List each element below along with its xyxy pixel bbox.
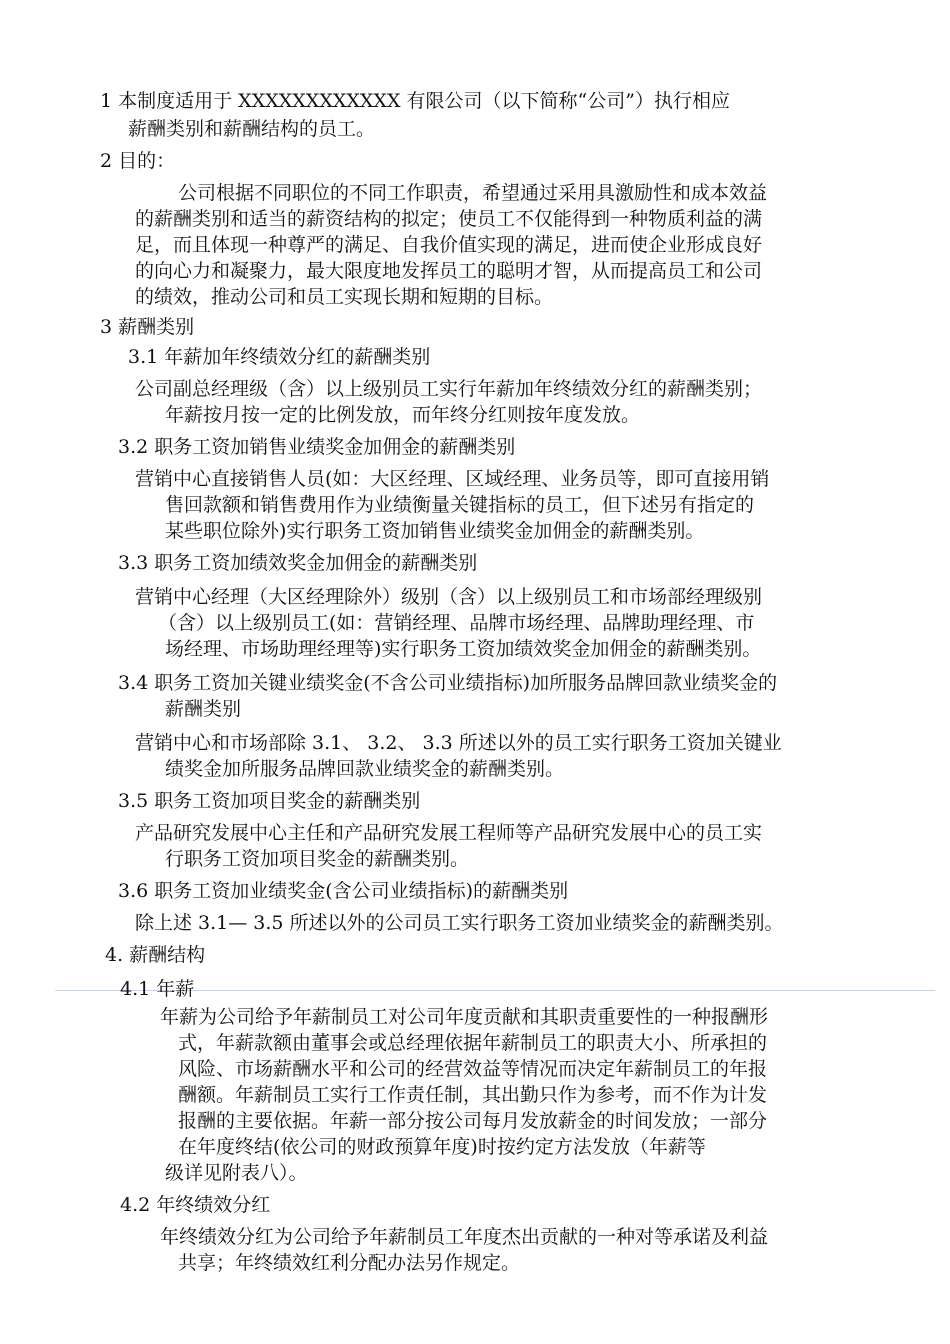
text-line: 酬额。年薪制员工实行工作责任制，其出勤只作为参考，而不作为计发 (178, 1084, 768, 1106)
text-line: 场经理、市场助理经理等)实行职务工资加绩效奖金加佣金的薪酬类别。 (165, 638, 762, 660)
text-line: 营销中心和市场部除 3.1、 3.2、 3.3 所述以外的员工实行职务工资加关键业 (135, 732, 782, 754)
text-line: 除上述 3.1— 3.5 所述以外的公司员工实行职务工资加业绩奖金的薪酬类别。 (135, 912, 784, 934)
section-heading: 2 目的： (100, 150, 176, 172)
text-line: 年薪按月按一定的比例发放，而年终分红则按年度发放。 (165, 404, 641, 426)
subsection-heading: 3.1 年薪加年终绩效分红的薪酬类别 (128, 346, 431, 368)
subsection-heading: 4.2 年终绩效分红 (120, 1194, 271, 1216)
text-line: 风险、市场薪酬水平和公司的经营效益等情况而决定年薪制员工的年报 (178, 1058, 768, 1080)
text-line: 公司根据不同职位的不同工作职责，希望通过采用具激励性和成本效益 (178, 182, 768, 204)
text-line: 报酬的主要依据。年薪一部分按公司每月发放薪金的时间发放；一部分 (178, 1110, 768, 1132)
subsection-heading: 薪酬类别 (165, 698, 242, 720)
text-line: 营销中心经理（大区经理除外）级别（含）以上级别员工和市场部经理级别 (135, 586, 763, 608)
text-line: （含）以上级别员工(如：营销经理、品牌市场经理、品牌助理经理、市 (158, 612, 755, 634)
text-line: 售回款额和销售费用作为业绩衡量关键指标的员工，但下述另有指定的 (165, 494, 755, 516)
subsection-heading: 4.1 年薪 (120, 978, 195, 1000)
text-line: 绩奖金加所服务品牌回款业绩奖金的薪酬类别。 (165, 758, 565, 780)
text-line: 在年度终结(依公司的财政预算年度)时按约定方法发放（年薪等 (178, 1136, 706, 1158)
text-line: 年终绩效分红为公司给予年薪制员工年度杰出贡献的一种对等承诺及利益 (160, 1226, 769, 1248)
subsection-heading: 3.3 职务工资加绩效奖金加佣金的薪酬类别 (118, 552, 478, 574)
text-line: 的薪酬类别和适当的薪资结构的拟定；使员工不仅能得到一种物质利益的满 (135, 208, 763, 230)
text-line: 式，年薪款额由董事会或总经理依据年薪制员工的职责大小、所承担的 (178, 1032, 768, 1054)
section-heading: 4. 薪酬结构 (105, 944, 206, 966)
text-line: 1 本制度适用于 XXXXXXXXXXXX 有限公司（以下简称“公司”）执行相应 (100, 90, 730, 112)
text-line: 某些职位除外)实行职务工资加销售业绩奖金加佣金的薪酬类别。 (165, 520, 705, 542)
text-line: 足，而且体现一种尊严的满足、自我价值实现的满足，进而使企业形成良好 (135, 234, 763, 256)
text-line: 产品研究发展中心主任和产品研究发展工程师等产品研究发展中心的员工实 (135, 822, 763, 844)
subsection-heading: 3.6 职务工资加业绩奖金(含公司业绩指标)的薪酬类别 (118, 880, 569, 902)
section-heading: 3 薪酬类别 (100, 316, 195, 338)
text-line: 行职务工资加项目奖金的薪酬类别。 (165, 848, 470, 870)
text-line: 共享；年终绩效红利分配办法另作规定。 (178, 1252, 521, 1274)
text-line: 薪酬类别和薪酬结构的员工。 (128, 118, 376, 140)
subsection-heading: 3.4 职务工资加关键业绩奖金(不含公司业绩指标)加所服务品牌回款业绩奖金的 (118, 672, 778, 694)
text-line: 营销中心直接销售人员(如：大区经理、区域经理、业务员等，即可直接用销 (135, 468, 770, 490)
text-line: 的绩效，推动公司和员工实现长期和短期的目标。 (135, 286, 554, 308)
text-line: 年薪为公司给予年薪制员工对公司年度贡献和其职责重要性的一种报酬形 (160, 1006, 769, 1028)
text-line: 的向心力和凝聚力，最大限度地发挥员工的聪明才智，从而提高员工和公司 (135, 260, 763, 282)
text-line: 公司副总经理级（含）以上级别员工实行年薪加年终绩效分红的薪酬类别； (135, 378, 763, 400)
subsection-heading: 3.5 职务工资加项目奖金的薪酬类别 (118, 790, 421, 812)
subsection-heading: 3.2 职务工资加销售业绩奖金加佣金的薪酬类别 (118, 436, 516, 458)
text-line: 级详见附表八）。 (165, 1162, 308, 1184)
